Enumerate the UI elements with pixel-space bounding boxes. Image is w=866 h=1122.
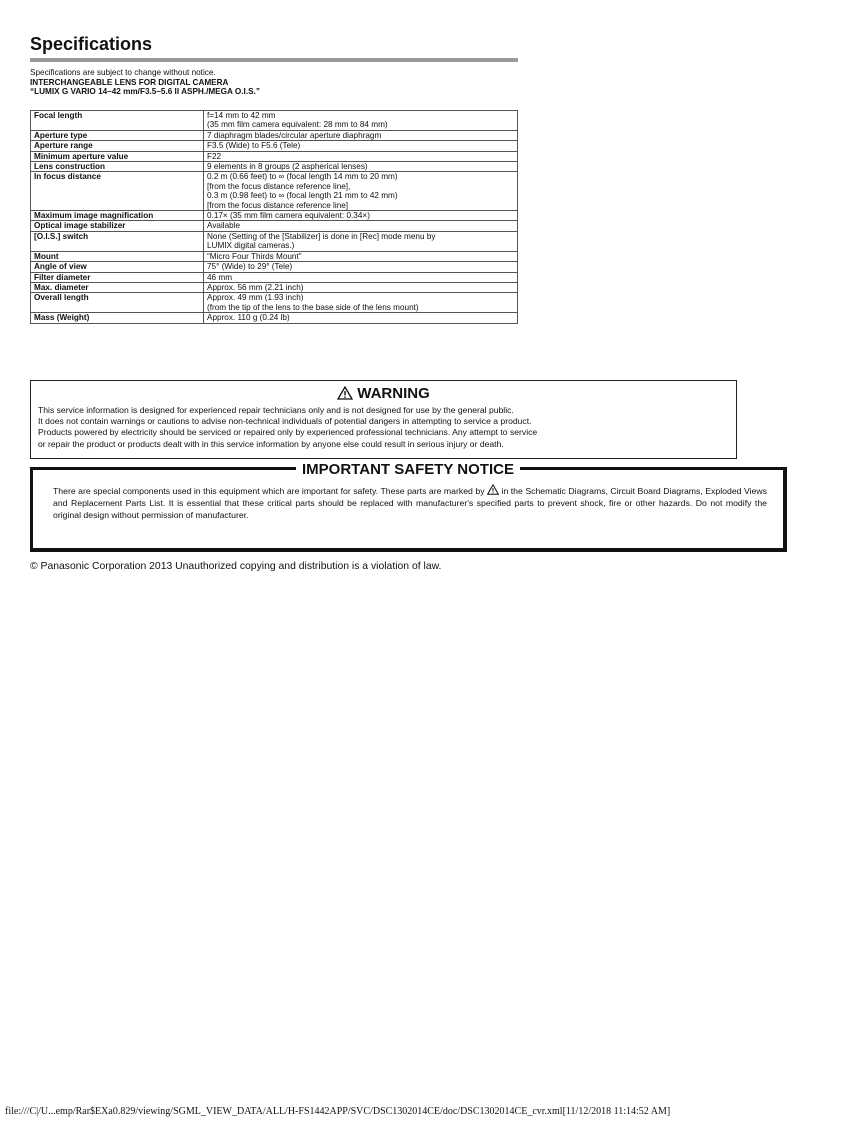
warning-heading bbox=[31, 385, 736, 403]
spec-label: Mass (Weight) bbox=[31, 313, 204, 323]
spec-label: Angle of view bbox=[31, 262, 204, 272]
title-underline bbox=[30, 58, 518, 62]
spec-value-line: 75° (Wide) to 29° (Tele) bbox=[207, 262, 293, 272]
file-path-footer: file:///C|/U...emp/Rar$EXa0.829/viewing/SGML_VIEW_DATA/ALL/H-FS1442APP/SVC/DSC1302014CE/doc/DSC1302014CE_cvr.xml[11/12/2018 11:14:52 AM] bbox=[5, 1106, 671, 1117]
warning-line: It does not contain warnings or cautions to advise non-technical individuals of potential dangers in attempting to service a product. bbox=[38, 416, 532, 427]
spec-value bbox=[204, 141, 518, 151]
model-name: “LUMIX G VARIO 14–42 mm/F3.5–5.6 II ASPH./MEGA O.I.S.” bbox=[30, 87, 260, 97]
spec-row bbox=[31, 272, 518, 282]
spec-label: In focus distance bbox=[31, 172, 204, 211]
spec-label: Filter diameter bbox=[31, 272, 204, 282]
spec-label: Max. diameter bbox=[31, 282, 204, 292]
spec-row bbox=[31, 111, 518, 131]
spec-value-line: 7 diaphragm blades/circular aperture diaphragm bbox=[207, 130, 382, 140]
page-title: Specifications bbox=[30, 34, 153, 54]
spec-value-line: 9 elements in 8 groups (2 aspherical lenses) bbox=[207, 162, 368, 172]
spec-row bbox=[31, 293, 518, 313]
spec-row bbox=[31, 313, 518, 323]
spec-value bbox=[204, 251, 518, 261]
spec-value-line: [from the focus distance reference line] bbox=[207, 200, 349, 210]
spec-row bbox=[31, 251, 518, 261]
spec-label: Maximum image magnification bbox=[31, 211, 204, 221]
warning-heading-text: WARNING bbox=[357, 385, 430, 402]
spec-value-line: Approx. 110 g (0.24 lb) bbox=[207, 313, 290, 323]
safety-notice-box bbox=[30, 461, 787, 552]
spec-row bbox=[31, 211, 518, 221]
spec-label: Aperture type bbox=[31, 130, 204, 140]
spec-value bbox=[204, 130, 518, 140]
spec-label: Minimum aperture value bbox=[31, 151, 204, 161]
safety-text-before: There are special components used in this equipment which are important for safety. These parts are marked by bbox=[53, 486, 485, 496]
spec-row bbox=[31, 141, 518, 151]
spec-value-line: [from the focus distance reference line], bbox=[207, 181, 351, 191]
spec-value bbox=[204, 162, 518, 172]
spec-value-line: 46 mm bbox=[207, 272, 233, 282]
spec-label: Optical image stabilizer bbox=[31, 221, 204, 231]
spec-value bbox=[204, 262, 518, 272]
spec-value-line: None (Setting of the [Stabilizer] is done in [Rec] mode menu by bbox=[207, 231, 436, 241]
safety-notice-heading: IMPORTANT SAFETY NOTICE bbox=[33, 461, 783, 479]
spec-value bbox=[204, 221, 518, 231]
spec-value bbox=[204, 293, 518, 313]
spec-value bbox=[204, 111, 518, 131]
spec-value-line: (35 mm film camera equivalent: 28 mm to 84 mm) bbox=[207, 120, 388, 130]
change-notice: Specifications are subject to change without notice. bbox=[30, 68, 216, 77]
spec-value-line: 0.2 m (0.66 feet) to ∞ (focal length 14 mm to 20 mm) bbox=[207, 172, 398, 182]
safety-notice-body bbox=[53, 484, 767, 521]
spec-row bbox=[31, 231, 518, 251]
spec-value bbox=[204, 272, 518, 282]
spec-value bbox=[204, 313, 518, 323]
warning-line: This service information is designed for experienced repair technicians only and is not designed for use by the general public. bbox=[38, 405, 514, 415]
spec-value-line: (from the tip of the lens to the base side of the lens mount) bbox=[207, 302, 419, 312]
warning-box bbox=[30, 380, 737, 459]
copyright-notice: © Panasonic Corporation 2013 Unauthorized copying and distribution is a violation of law. bbox=[30, 561, 442, 572]
spec-label: Overall length bbox=[31, 293, 204, 313]
spec-value-line: “Micro Four Thirds Mount” bbox=[207, 251, 302, 261]
spec-value-line: Approx. 49 mm (1.93 inch) bbox=[207, 293, 304, 303]
warning-triangle-icon bbox=[337, 386, 353, 400]
spec-row bbox=[31, 172, 518, 211]
spec-row bbox=[31, 151, 518, 161]
spec-value bbox=[204, 282, 518, 292]
spec-row bbox=[31, 130, 518, 140]
spec-label: Mount bbox=[31, 251, 204, 261]
spec-label: Lens construction bbox=[31, 162, 204, 172]
spec-value bbox=[204, 211, 518, 221]
spec-value bbox=[204, 172, 518, 211]
safety-text-after: in the Schematic Diagrams, Circuit Board Diagrams, Exploded Views and Replacement Parts List. It is essential that these critical parts should be replaced with manufacturer's specified parts to prevent shock, fire or other hazards. Do not modify the original design without permission of manufacturer. bbox=[53, 486, 767, 521]
warning-line: or repair the product or products dealt with in this service information by anyone else could result in serious injury or death. bbox=[38, 438, 504, 449]
spec-value-line: Available bbox=[207, 221, 241, 231]
spec-label: Focal length bbox=[31, 111, 204, 131]
spec-value-line: F22 bbox=[207, 151, 222, 161]
spec-label: Aperture range bbox=[31, 141, 204, 151]
warning-triangle-icon bbox=[487, 484, 499, 495]
spec-intro bbox=[30, 68, 260, 97]
spec-row bbox=[31, 262, 518, 272]
spec-value bbox=[204, 151, 518, 161]
spec-row bbox=[31, 162, 518, 172]
spec-row bbox=[31, 282, 518, 292]
product-line: INTERCHANGEABLE LENS FOR DIGITAL CAMERA bbox=[30, 77, 229, 87]
spec-value-line: f=14 mm to 42 mm bbox=[207, 111, 276, 120]
warning-line: Products powered by electricity should be serviced or repaired only by experienced professional technicians. Any attempt to service bbox=[38, 427, 538, 438]
spec-value bbox=[204, 231, 518, 251]
warning-body bbox=[38, 405, 733, 450]
spec-row bbox=[31, 221, 518, 231]
spec-value-line: LUMIX digital cameras.) bbox=[207, 241, 295, 251]
spec-value-line: 0.17× (35 mm film camera equivalent: 0.34×) bbox=[207, 211, 370, 221]
spec-value-line: 0.3 m (0.98 feet) to ∞ (focal length 21 mm to 42 mm) bbox=[207, 191, 398, 201]
spec-value-line: Approx. 56 mm (2.21 inch) bbox=[207, 282, 304, 292]
spec-value-line: F3.5 (Wide) to F5.6 (Tele) bbox=[207, 141, 301, 151]
specifications-table bbox=[30, 110, 518, 324]
spec-label: [O.I.S.] switch bbox=[31, 231, 204, 251]
